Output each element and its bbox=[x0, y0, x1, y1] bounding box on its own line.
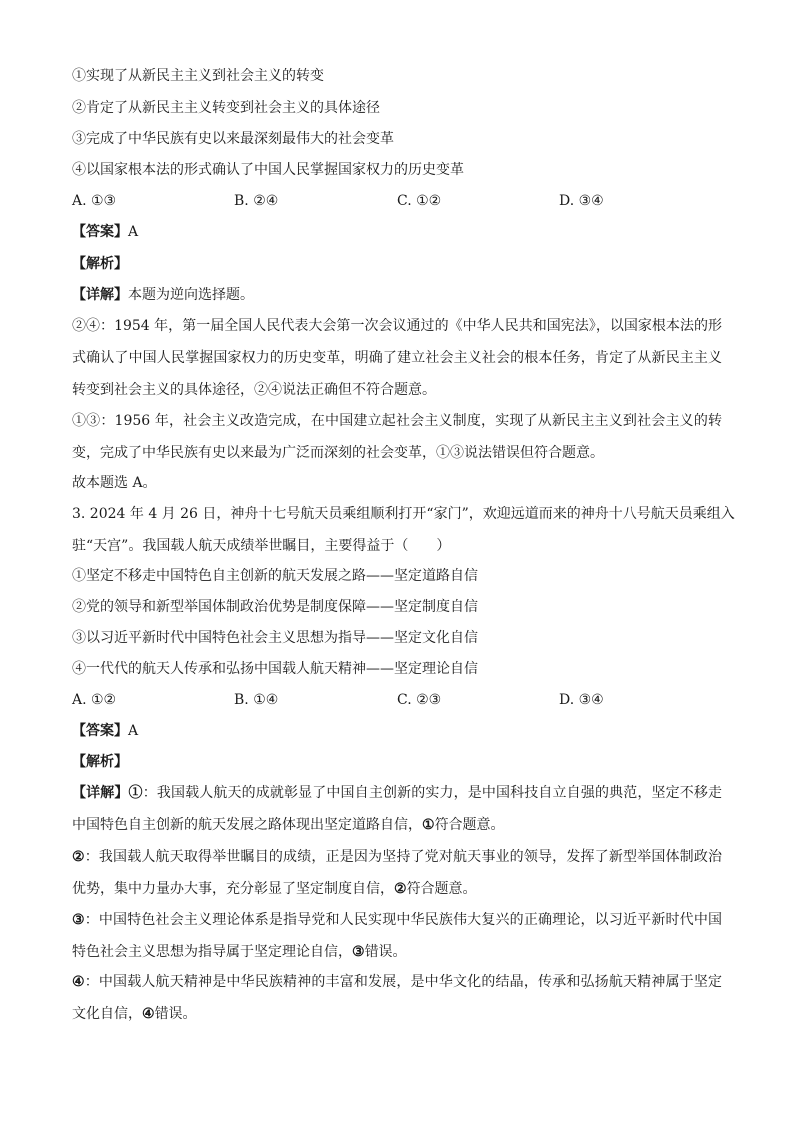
q3-item-1: ①坚定不移走中国特色自主创新的航天发展之路——坚定道路自信 bbox=[72, 568, 478, 584]
text-line: 驻“天宫”。我国载人航天成绩举世瞩目，主要得益于（ ） bbox=[72, 538, 451, 554]
text-segment: ：中国特色社会主义理论体系是指导党和人民实现中华民族伟大复兴的正确理论，以习近平新时代中国 bbox=[84, 912, 722, 928]
q3-option-d: D. ③④ bbox=[559, 692, 604, 708]
text-line bbox=[72, 847, 722, 879]
q2-conclusion: 故本题选 A。 bbox=[72, 475, 157, 491]
q2-item-4: ④以国家根本法的形式确认了中国人民掌握国家权力的历史变革 bbox=[72, 162, 464, 178]
q3-stem bbox=[72, 504, 735, 568]
q2-option-b: B. ②④ bbox=[234, 193, 279, 209]
q3-options bbox=[72, 690, 722, 710]
text-line bbox=[72, 1004, 722, 1036]
q3-explanation-2 bbox=[72, 847, 722, 911]
answer-label: 【答案】 bbox=[72, 224, 128, 240]
text-line bbox=[72, 879, 722, 911]
q3-item-2: ②党的领导和新型举国体制政治优势是制度保障——坚定制度自信 bbox=[72, 599, 478, 615]
text-line: 式确认了中国人民掌握国家权力的历史变革，明确了建立社会主义社会的根本任务，肯定了从新民主主义 bbox=[72, 350, 722, 366]
text-segment: 符合题意。 bbox=[434, 817, 505, 833]
q3-analysis-label bbox=[72, 752, 722, 772]
text-line: 变，完成了中华民族有史以来最为广泛而深刻的社会变革，①③说法错误但符合题意。 bbox=[72, 445, 604, 461]
text-segment: ：中国载人航天精神是中华民族精神的丰富和发展，是中华文化的结晶，传承和弘扬航天精神属于坚定 bbox=[84, 974, 722, 990]
text-line: 3. 2024 年 4 月 26 日，神舟十七号航天员乘组顺利打开“家门”，欢迎远道而来的神舟十八号航天员乘组入 bbox=[72, 506, 735, 522]
q3-item-3: ③以习近平新时代中国特色社会主义思想为指导——坚定文化自信 bbox=[72, 630, 478, 646]
q2-explanation-1 bbox=[72, 316, 722, 412]
marker: ④ bbox=[72, 974, 85, 990]
analysis-label: 【解析】 bbox=[72, 754, 128, 770]
q2-option-d: D. ③④ bbox=[559, 193, 604, 209]
q2-item-1: ①实现了从新民主主义到社会主义的转变 bbox=[72, 68, 324, 84]
text-segment: ：我国载人航天的成就彰显了中国自主创新的实力，是中国科技自立自强的典范，坚定不移走 bbox=[142, 785, 723, 801]
detail-intro: 本题为逆向选择题。 bbox=[128, 287, 254, 303]
q2-option-a: A. ①③ bbox=[72, 193, 117, 209]
text-segment: 错误。 bbox=[364, 944, 407, 960]
marker: ① bbox=[128, 785, 143, 801]
analysis-label: 【解析】 bbox=[72, 256, 128, 272]
q3-option-b: B. ①④ bbox=[234, 692, 279, 708]
text-segment: 错误。 bbox=[154, 1006, 197, 1022]
q3-option-a: A. ①② bbox=[72, 692, 117, 708]
q2-explanation-2 bbox=[72, 411, 722, 475]
marker: ② bbox=[394, 881, 407, 897]
text-segment: 优势，集中力量办大事，充分彰显了坚定制度自信， bbox=[72, 881, 394, 897]
q3-item-4: ④一代代的航天人传承和弘扬中国载人航天精神——坚定理论自信 bbox=[72, 661, 478, 677]
text-line: 转变到社会主义的具体途径，②④说法正确但不符合题意。 bbox=[72, 382, 436, 398]
text-line bbox=[72, 942, 722, 974]
text-segment: 中国特色自主创新的航天发展之路体现出坚定道路自信， bbox=[72, 817, 422, 833]
q2-options bbox=[72, 191, 722, 211]
marker: ④ bbox=[142, 1006, 155, 1022]
text-segment: 文化自信， bbox=[72, 1006, 142, 1022]
detail-label: 【详解】 bbox=[72, 287, 128, 303]
answer-label: 【答案】 bbox=[72, 723, 128, 739]
text-line bbox=[72, 910, 722, 942]
q3-option-c: C. ②③ bbox=[397, 692, 442, 708]
q3-answer bbox=[72, 721, 722, 741]
q2-item-3: ③完成了中华民族有史以来最深刻最伟大的社会变革 bbox=[72, 131, 394, 147]
q2-analysis-label bbox=[72, 254, 722, 274]
text-segment: 符合题意。 bbox=[406, 881, 477, 897]
text-line: ②④：1954 年，第一届全国人民代表大会第一次会议通过的《中华人民共和国宪法》，以国家根本法的形 bbox=[72, 318, 722, 334]
q3-explanation-4 bbox=[72, 972, 722, 1036]
text-line: ①③：1956 年，社会主义改造完成，在中国建立起社会主义制度，实现了从新民主主义到社会主义的转 bbox=[72, 413, 722, 429]
answer-value: A bbox=[128, 723, 139, 739]
text-segment: ：我国载人航天取得举世瞩目的成绩，正是因为坚持了党对航天事业的领导，发挥了新型举国体制政治 bbox=[84, 849, 722, 865]
marker: ③ bbox=[72, 912, 85, 928]
q3-explanation-3 bbox=[72, 910, 722, 974]
q2-option-c: C. ①② bbox=[397, 193, 442, 209]
q2-detail bbox=[72, 285, 722, 305]
q3-explanation-1 bbox=[72, 783, 722, 847]
marker: ② bbox=[72, 849, 85, 865]
text-line bbox=[72, 783, 722, 815]
text-line bbox=[72, 972, 722, 1004]
text-line bbox=[72, 815, 722, 847]
q2-item-2: ②肯定了从新民主主义转变到社会主义的具体途径 bbox=[72, 100, 380, 116]
text-segment: 特色社会主义思想为指导属于坚定理论自信， bbox=[72, 944, 352, 960]
answer-value: A bbox=[128, 224, 139, 240]
q2-answer bbox=[72, 222, 722, 242]
detail-label: 【详解】 bbox=[72, 785, 129, 801]
marker: ③ bbox=[352, 944, 365, 960]
marker: ① bbox=[422, 817, 435, 833]
